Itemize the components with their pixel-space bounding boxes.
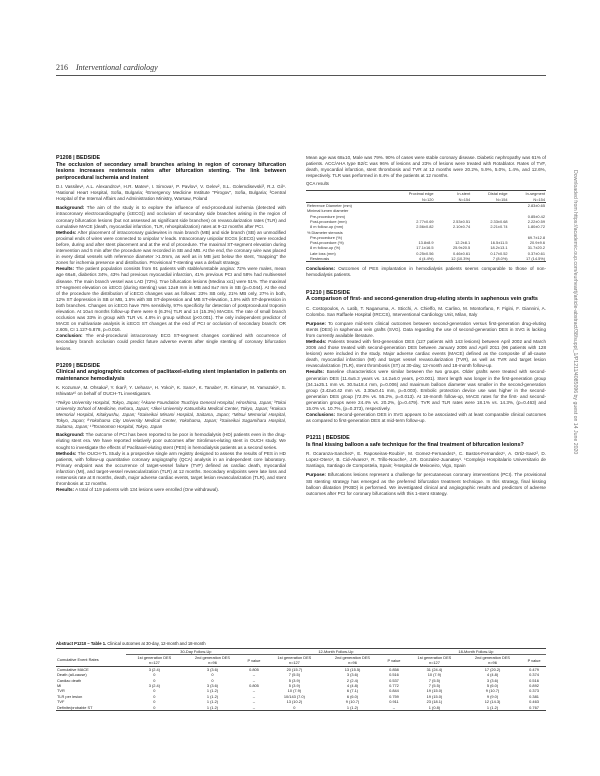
outcomes-cell: 1 (1.2) <box>346 704 359 710</box>
outcomes-cell: 0 <box>153 688 156 694</box>
abstract-authors: K. Kozuma¹, M. Ohsaka², Y. Ikari³, Y. Uehara⁴, H. Yokoi⁵, K. Sano⁶, K. Tanabe⁷, R. Kimura⁸, M. Yamazaki⁹, S. Ishiwata¹⁰ on behalf of OUCH-TL investigators. <box>56 385 286 397</box>
abstract-p1210 <box>306 290 546 425</box>
outcomes-cell: 9 (9.0) <box>486 693 499 699</box>
abstract-methods <box>56 451 286 488</box>
outcomes-subheader-row <box>56 654 546 666</box>
qca-cell: 2.83±0.65 <box>527 203 545 209</box>
outcomes-cell: 0.805 <box>249 666 259 672</box>
p1209-conclusions <box>306 266 546 278</box>
qca-row-label: Pre-procedure (%) <box>310 234 343 240</box>
qca-row-label: Reference Diameter (mm) <box>307 203 352 209</box>
conclusions-label: Conclusions: <box>306 412 336 418</box>
abstract-methods <box>306 339 546 369</box>
qca-table <box>306 190 546 262</box>
qca-row-label: % Diameter stenosis <box>307 229 343 235</box>
outcomes-cell: 3 (3.6) <box>206 666 219 672</box>
outcomes-cell: 0 <box>153 699 156 705</box>
qca-row-label: 8 m follow-up (mm) <box>310 224 344 230</box>
background-label: Background: <box>56 205 85 211</box>
purpose-label: Purpose: <box>306 320 326 326</box>
left-column <box>56 155 286 493</box>
qca-row-label: Restenosis <box>310 256 330 262</box>
outcomes-cell: 0 <box>211 672 214 678</box>
outcomes-cell: 9 (10.7) <box>485 688 500 694</box>
qca-cell: 2.77±0.69 <box>416 218 434 224</box>
abstract-title: P1211 | BEDSIDE Is final kissing balloon a safe technique for the final treatment of bifurcation lesions? <box>306 435 524 448</box>
outcomes-cell: – <box>252 672 256 678</box>
abstract-methods <box>56 230 286 267</box>
methods-text: The OUCH-TL Study is a prospective single arm registry designed to assess the results of PES in HD patients, with follow-up quantitative coronary angiography (QCA) analysis in an independent core laboratory. Primary endpoint was the occurrence of target-vessel failure (TVF) defined as cardiac death, myocardial infarction (MI), and target-vessel revascularization (TLR) at 12 months. Secondary endpoints were late loss and restenosis rate at 8 months, death, major adverse cardiac events, target lesion revascularization (TLR), and stent thrombosis at 12 months. <box>56 450 286 487</box>
conclusions-label: Conclusions: <box>306 266 336 272</box>
background-text: The outcome of PCI has been reported to be poor in hemodialysis (HD) patients even in the drug-eluting stent era. We have reported relatively poor outcomes after Sirolimus-eluting stent in OUCH study. We sought to investigate the effects of Paclitaxel-eluting stent (PES) in hemodialysis patients as a second series. <box>56 432 286 450</box>
outcomes-cell: 23 (18.1) <box>426 699 443 705</box>
abstract-title: P1208 | BEDSIDE The occlusion of secondary small branches arising in region of coronary bifurcation lesions increases restenosis rates after bifurcation stenting. The link between periprocedural ischemia and instent <box>56 155 286 181</box>
qca-col-header: In-segment N=154 <box>525 191 545 202</box>
outcomes-row-label: Cumulative MACE <box>57 666 89 672</box>
outcomes-cell: 2 (2.4) <box>346 677 359 683</box>
qca-cell: 31.7±20.2 <box>527 245 545 251</box>
outcomes-subheader: 1st generation DES n=127 <box>277 654 312 666</box>
outcomes-subheader: P value <box>247 657 261 663</box>
header-divider <box>56 75 546 76</box>
outcomes-cell: 10 (7.9) <box>287 688 302 694</box>
outcomes-row-label: Definite/probable ST <box>57 704 93 710</box>
abstract-authors: D.I. Vassilev¹, A.L. Alexandrov¹, H.R. Matev¹, I. Simova¹, P. Pavlov¹, V. Gelev², S.L. Golemdisevski³, R.J. Gil⁴. ¹National Heart Hospital, Sofia, Bulgaria; ²Emergency Medicine Institute "Pirogov", Sofia, Bulgaria; ³Central Hospital of the Internal Affairs and Administration Ministry, Warsaw, Poland <box>56 184 286 202</box>
qca-col-header: Proximal edge N=120 <box>408 191 434 202</box>
outcomes-cell: – <box>392 704 396 710</box>
qca-col-header: In-stent N=154 <box>457 191 471 202</box>
abstract-p1208 <box>56 155 286 352</box>
qca-cell: 0.85±0.42 <box>527 213 545 219</box>
outcomes-cell: 1 (1.2) <box>206 704 219 710</box>
abstract-authors: R. Ocaranza-Sanchez¹, E. Raposeiras-Roubin¹, M. Gomez-Fernandez¹, C. Bastos-Fernandez¹, A. Ortiz-Saez², D. Lopez-Otero¹, B. Cid-Alvarez¹, R. Trillo-Nouche¹, J.R. Gonzalez-Juanatey¹. ¹Complejo Hospitalario Universitario de Santiago, Santiago de Compostela, Spain; ²Hospital de Meixoeiro, Vigo, Spain <box>306 451 546 469</box>
outcomes-cell: 0 <box>153 693 156 699</box>
results-label: Results: <box>56 266 75 272</box>
qca-cell: 0.17±0.52 <box>490 250 508 256</box>
outcomes-table-block <box>56 641 546 711</box>
results-text: Baseline characteristics were similar between the two groups. Older grafts were treated with second-generation DES (11.6±5.3 years vs. 14.2±6.0 years, p<0.001). Stent length was longer in the first-generation group (34.1±25.1 mm vs. 30.5±18.4 mm, p=0.006) and maximum balloon diameter was smaller in the second-generation group (3.42±0.42 mm vs. 3.30±0.41 mm, p=0.003). Embolic protection device use was higher in the second-generation DES group (72.0% vs. 55.2%, p=0.013). At 18-month follow-up, MACE rates for the first- and second-generation groups were 24.4% vs. 20.2%, (p=0.479). TVR and TLR rates were 18.1% vs. 14.3%, (p=0.463) and 15.0% vs. 10.7%, (p=0.373), respectively. <box>306 369 547 412</box>
abstract-title: P1210 | BEDSIDE A comparison of first- and second-generation drug-eluting stents in saphenous vein grafts <box>306 289 538 303</box>
outcomes-cell: 10/143 (7.0) <box>283 693 305 699</box>
qca-cell: 12.2±8.1 <box>455 240 471 246</box>
outcomes-cell: 0.516 <box>389 672 399 678</box>
outcomes-cell: 0 <box>153 677 156 683</box>
outcomes-cell: 0.479 <box>529 666 539 672</box>
outcomes-cell: 5 (3.9) <box>288 682 301 688</box>
outcomes-cell: 17 (20.2) <box>484 666 501 672</box>
outcomes-cell: 1 (0.8) <box>428 704 441 710</box>
outcomes-cell: 6 (7.1) <box>346 688 359 694</box>
qca-row-label: Late loss (mm) <box>310 250 336 256</box>
qca-cell: 2.56±0.82 <box>416 224 434 230</box>
outcomes-cell: – <box>252 699 256 705</box>
qca-cell: 2.33±0.68 <box>490 218 508 224</box>
outcomes-row-label: Cardiac death <box>57 677 82 683</box>
qca-cell: 20.9±9.6 <box>529 240 545 246</box>
section-title: Interventional cardiology <box>76 63 158 72</box>
qca-row-label: Minimal lumen diameter <box>307 208 349 214</box>
purpose-text: Bifurcations lesions represent a challenge for percutaneous coronary interventions (PCI). The provisional SB stenting strategy has emerged as the preferred bifurcation treatment technique. In this strategy, final kissing balloon dilatation (FKBD) is performed. We investigated clinical and angiographic results and predictors of adverse outcomes after PCI for coronary bifurcations with this 1-stent strategy. <box>306 472 547 496</box>
outcomes-cell: 13 (15.5) <box>344 666 361 672</box>
qca-cell: 4 (4.4%) <box>418 256 434 262</box>
conclusion-label: Conclusion: <box>56 333 83 339</box>
group-header: 12-Month Follow-Up <box>266 648 406 654</box>
download-notice <box>570 170 580 630</box>
methods-text: After placement of intracoronary guidewires in main branch (MB) and side branch (SB) an unmodified proximal ends of wires were connected to unipolar V leads. Intracoronary unipolar ECGs (icECG) were recorded before, during and after stent placement and at the end of procedure. The maximal ST-segment elevation during intervention and 5 min after the procedure was recorded in SB and MB. At the end, the coronary wire was placed in every distal vessels with reference diameter >1.0mm, as well as in MB just below the stent, "mapping" the zones for ischemia presence and distribution. Provisional T-stenting was a default strategy. <box>56 229 286 266</box>
abstract-p1211 <box>306 435 546 497</box>
abstract-affiliations: ¹Teikyo University Hospital, Tokyo, Japan; ²Akane Foundation Tsuchiya General Hospital, Hiroshima, Japan; ³Tokai University School of Medicine, Isehara, Japan; ⁴Jikei University Katsushika Medical Center, Tokyo, Japan; ⁵Kokura Memorial Hospital, Kitakyushu, Japan; ⁶Saiseikai Minami Hospital, Saitama, Japan; ⁷Mitsui Memorial Hospital, Tokyo, Japan; ⁸Yokohama City University Medical Center, Yokohama, Japan; ⁹Saiseikai Sagamihara Hospital, Saitama, Japan; ¹⁰Toranomon Hospital, Tokyo, Japan <box>56 400 286 429</box>
right-column <box>306 155 546 497</box>
outcomes-cell: 0.381 <box>529 693 539 699</box>
abstract-conclusion <box>56 333 286 351</box>
qca-cell: 25.9±20.5 <box>452 245 471 251</box>
background-text: The aim of the study is to explore the influence of end-procedural ischemia (detected with intracoronary electrocardiography (icECG)) and occlusion of secondary side branches arising in the region of coronary bifurcation lesions (but not assessed as significant side branches) on revascularization rates (TLR) and cumulative MACE (death, myocardial infarction, TLR, rehospitalization) rates at 9-12 months after PCI. <box>56 205 286 229</box>
outcomes-cell: 20 (15.7) <box>286 666 303 672</box>
qca-cell: 17 (14.5%) <box>525 256 545 262</box>
qca-cell: 13.8±8.9 <box>418 240 434 246</box>
caption-label: Abstract P1210 – Table 1. <box>56 641 107 646</box>
qca-table-title: QCA results <box>306 181 329 187</box>
outcomes-cell: – <box>252 704 256 710</box>
methods-label: Methods: <box>56 229 77 235</box>
outcomes-cell: 10 (7.9) <box>427 672 442 678</box>
outcomes-cell: 0.374 <box>529 672 539 678</box>
purpose-text: To compare mid-term clinical outcomes between second-generation versus first-generation drug-eluting stents (DES) in saphenous vein grafts (SVG). Data regarding the use of second-generation DES in SVG is lacking from currently available literature. <box>306 320 546 338</box>
outcomes-cell: – <box>252 693 256 699</box>
outcomes-row-label: TLR per lesion <box>57 693 83 699</box>
outcomes-cell: 7 (5.5) <box>428 677 441 683</box>
outcomes-cell: 0 <box>153 672 156 678</box>
outcomes-cell: 0.537 <box>389 677 399 683</box>
outcomes-subheader: 2nd generation DES n=96 <box>334 654 371 666</box>
outcomes-cell: 0.767 <box>529 704 539 710</box>
abstract-conclusions <box>306 412 546 424</box>
outcomes-cell: 3 (3.6) <box>206 682 219 688</box>
qca-row-label: Pre-procedure (mm) <box>310 213 346 219</box>
outcomes-cell: 12 (14.3) <box>484 699 501 705</box>
outcomes-cell: 1 (1.2) <box>206 693 219 699</box>
conclusions-text: Second-generation DES in SVG appears to be associated with at least comparable clinical outcomes as compared to first-generation DES at mid-term follow-up. <box>306 412 547 424</box>
download-notice-text: Downloaded from https://academic.oup.com/eurheartj/article-abstract/38/suppl_1/P1211/4085096 by guest on 14 June 2020 <box>572 170 578 455</box>
page-number: 216 <box>56 63 68 72</box>
qca-cell: 0.46±0.61 <box>452 250 471 256</box>
outcomes-cell: 7 (5.5) <box>288 672 301 678</box>
qca-cell: 12 (10.3%) <box>451 256 471 262</box>
outcomes-cell: 3 (3.6) <box>486 677 499 683</box>
outcomes-cell: 0.844 <box>389 688 399 694</box>
abstract-background <box>56 432 286 450</box>
page-header <box>56 63 158 72</box>
qca-cell: 2.10±0.74 <box>452 224 471 230</box>
results-text: A total of 119 patients with 134 lesions were enrolled (One withdrawal). <box>75 487 220 493</box>
background-label: Background: <box>56 432 85 438</box>
qca-cell: 2.21±0.74 <box>490 224 508 230</box>
abstract-p1209 <box>56 363 286 494</box>
outcomes-row-label: MI <box>57 682 62 688</box>
qca-col-header <box>306 191 388 203</box>
outcomes-cell: 0.772 <box>389 682 399 688</box>
outcomes-cell: 1 (1.2) <box>486 704 499 710</box>
qca-cell: 2.53±0.51 <box>452 218 471 224</box>
outcomes-cell: 3 (3.6) <box>346 672 359 678</box>
qca-header-row <box>306 191 546 203</box>
outcomes-cell: – <box>252 677 256 683</box>
outcomes-cell: 0.373 <box>529 688 539 694</box>
outcomes-subheader: 2nd generation DES n=96 <box>474 654 511 666</box>
abstract-results <box>56 266 286 333</box>
outcomes-cell: 13 (10.2) <box>286 699 303 705</box>
qca-cell: 2.22±0.59 <box>527 218 545 224</box>
outcomes-cell: 6 (6.0) <box>346 693 359 699</box>
abstract-purpose <box>306 321 546 339</box>
results-label: Results: <box>56 487 75 493</box>
outcomes-subheader: 2nd generation DES n=96 <box>194 654 230 666</box>
qca-cell: 0.25±0.56 <box>416 250 434 256</box>
outcomes-subheader: P value <box>527 657 541 663</box>
outcomes-row <box>56 705 546 711</box>
outcomes-cell: 0.463 <box>529 699 539 705</box>
outcomes-cell: 4 (4.8) <box>346 682 359 688</box>
results-text: The patient population consists from 91 patients with stable/unstable angina: 72% were males, mean age 66±8, diabetics 34%, 43% had previous myocardial infarction, 41% previous PCI and 58% had multivessel disease. The main branch vessel was LAD (72%). True bifurcation lesions (Medina xx1) were 51%. The maximal ST-segment elevation on icECG (during stenting) was 12±9 mm in MB and 8±7 mm in SB (p=0.044). At the end of the procedure the distribution of icECG changes was as follows: 23% SB only, 21% MB only, 27% in both, 12% ST depression in SB or MB, 1.5% with SB ST-depression and MB ST-elevation, 1.5% with ST-depression in both branches. Changes on icECG have 78% sensitivity, 97% specificity for detection of postprocedural troponin elevation. At 10±4 months follow-up there were 6 (6.3%) TLR and 14 (15.3%) MACEs. The rate of small branch occlusion was 33% in group with TLR vs. 4.8% in group without (p<0.001). The only independent predictor of MACE on multivariate analysis is icECG ST changes at the end of PCI or occlusion of secondary branch: OR 2.605, CI 1.127-5.878, p=0.016. <box>56 266 287 333</box>
abstract-title: P1209 | BEDSIDE Clinical and angiographic outcomes of paclitaxel-eluting stent implantation in patients on maintenance hemodialysis <box>56 362 286 382</box>
qca-col-header: Distal edge N=154 <box>488 191 508 202</box>
outcomes-row-label: TVR <box>57 688 65 694</box>
outcomes-cell: 5 (6.0) <box>486 682 499 688</box>
qca-cell: 0.37±0.61 <box>527 250 545 256</box>
qca-table-body <box>306 203 546 262</box>
outcomes-cell: 4 (4.8) <box>486 672 499 678</box>
outcomes-table-caption <box>56 641 546 647</box>
qca-cell: 7 (8.0%) <box>492 256 508 262</box>
outcomes-cell: 0.911 <box>389 699 399 705</box>
abstract-purpose <box>306 472 546 496</box>
outcomes-table <box>56 648 546 711</box>
outcomes-cell: 0.759 <box>389 693 399 699</box>
qca-row-label: Post-procedure (mm) <box>310 218 347 224</box>
outcomes-cell: 0.805 <box>249 682 259 688</box>
methods-label: Methods: <box>56 450 77 456</box>
outcomes-cell: 7 (5.5) <box>428 682 441 688</box>
outcomes-subheader: P value <box>387 657 401 663</box>
caption-text: Clinical outcomes at 30-day, 12-month and 18-month <box>107 641 206 646</box>
outcomes-row-label: Death (all-cause) <box>57 672 87 678</box>
outcomes-cell: 5 (3.9) <box>288 677 301 683</box>
outcomes-cell: 0.892 <box>529 682 539 688</box>
results-label: Results: <box>306 369 325 375</box>
qca-row-label: Post-procedure (%) <box>310 240 344 246</box>
purpose-label: Purpose: <box>306 472 326 478</box>
abstract-authors: C. Costopoulos, A. Latib, T. Naganuma, A. Sticchi, A. Chieffo, M. Carlino, M. Montorfano, F. Figini, F. Giannini, A. Colombo. San Raffaele Hospital (IRCCS), Interventional Cardiology Unit, Milan, Italy <box>306 305 546 317</box>
outcomes-first-header: Cumulative Event Rates <box>57 657 99 663</box>
methods-label: Methods: <box>306 338 327 344</box>
outcomes-cell: – <box>252 688 256 694</box>
outcomes-cell: 9 (10.7) <box>345 699 360 705</box>
outcomes-cell: 1 (1.2) <box>206 699 219 705</box>
outcomes-cell: 3 (2.4) <box>148 666 160 672</box>
outcomes-cell: 0.858 <box>389 666 399 672</box>
outcomes-subheader: 1st generation DES n=127 <box>137 654 172 666</box>
qca-cell: 1.80±0.72 <box>527 224 545 230</box>
qca-row-label: 8 m follow-up (%) <box>310 245 341 251</box>
outcomes-cell: 0 <box>293 704 296 710</box>
conclusions-text: Outcomes of PES implantation in hemodialysis patients seems comparable to those of non-hemodialysis patients. <box>306 266 547 278</box>
abstract-background <box>56 205 286 229</box>
conclusion-text: The end-procedural intracoronary ECG ST-segment changes combined with occurrence of secondary branch occlusion could predict future adverse events after single stenting of coronary bifurcation lesions. <box>56 333 287 351</box>
outcomes-cell: 1 (1.2) <box>206 688 219 694</box>
methods-text: Patients treated with first-generation DES (127 patients with 143 lesions) between April 2002 and March 2006 and those treated with second-generation DES between January 2006 and April 2011 (96 patients with 128 lesions) were included in the study. Major adverse cardiac events (MACE) defined as the composite of all-cause death, myocardial infarction (MI) and target vessel revascularization (TVR), as well as TVR and target lesion revascularization (TLR), stent thrombosis (ST) at 30-day, 12-month and 18-month follow-up. <box>306 338 547 369</box>
group-header: 30-Day Follow-Up <box>126 648 266 654</box>
qca-cell: 69.7±12.8 <box>527 234 545 240</box>
outcomes-cell: 19 (15.0) <box>426 693 443 699</box>
group-header: 18-Month Follow-Up <box>406 648 546 654</box>
qca-cell: 17.1±16.5 <box>416 245 434 251</box>
outcomes-cell: 31 (24.4) <box>426 666 443 672</box>
outcomes-cell: 0 <box>211 677 214 683</box>
p1209-continued: Mean age was 68±10, Male was 79%. 90% of cases were stable coronary disease. Diabetic nephropathy was 61% of patients. ACC/AHA type B2/C was 96% of lesions and 23% of lesions were treated with Rotablator. Rates of TVF, death, myocardial infarction, stent thrombosis and TVR at 12 months were 20.2%, 5.9%, 5.0%, 1.4%, and 12.6%, respectively. TLR was performed in 8.4% of the patients at 12 months. <box>306 155 546 179</box>
qca-row <box>306 256 546 262</box>
outcomes-row-label: TVF <box>57 699 65 705</box>
outcomes-cell: 0 <box>153 704 156 710</box>
qca-cell: 16.5±11.5 <box>490 240 508 246</box>
outcomes-cell: 3 (2.4) <box>148 682 160 688</box>
outcomes-table-body <box>56 666 546 710</box>
abstract-results <box>306 369 546 412</box>
outcomes-cell: 0.516 <box>529 677 539 683</box>
outcomes-subheader: 1st generation DES n=127 <box>417 654 452 666</box>
outcomes-cell: 19 (15.0) <box>426 688 443 694</box>
qca-cell: 18.2±13.1 <box>490 245 508 251</box>
abstract-results <box>56 487 286 493</box>
